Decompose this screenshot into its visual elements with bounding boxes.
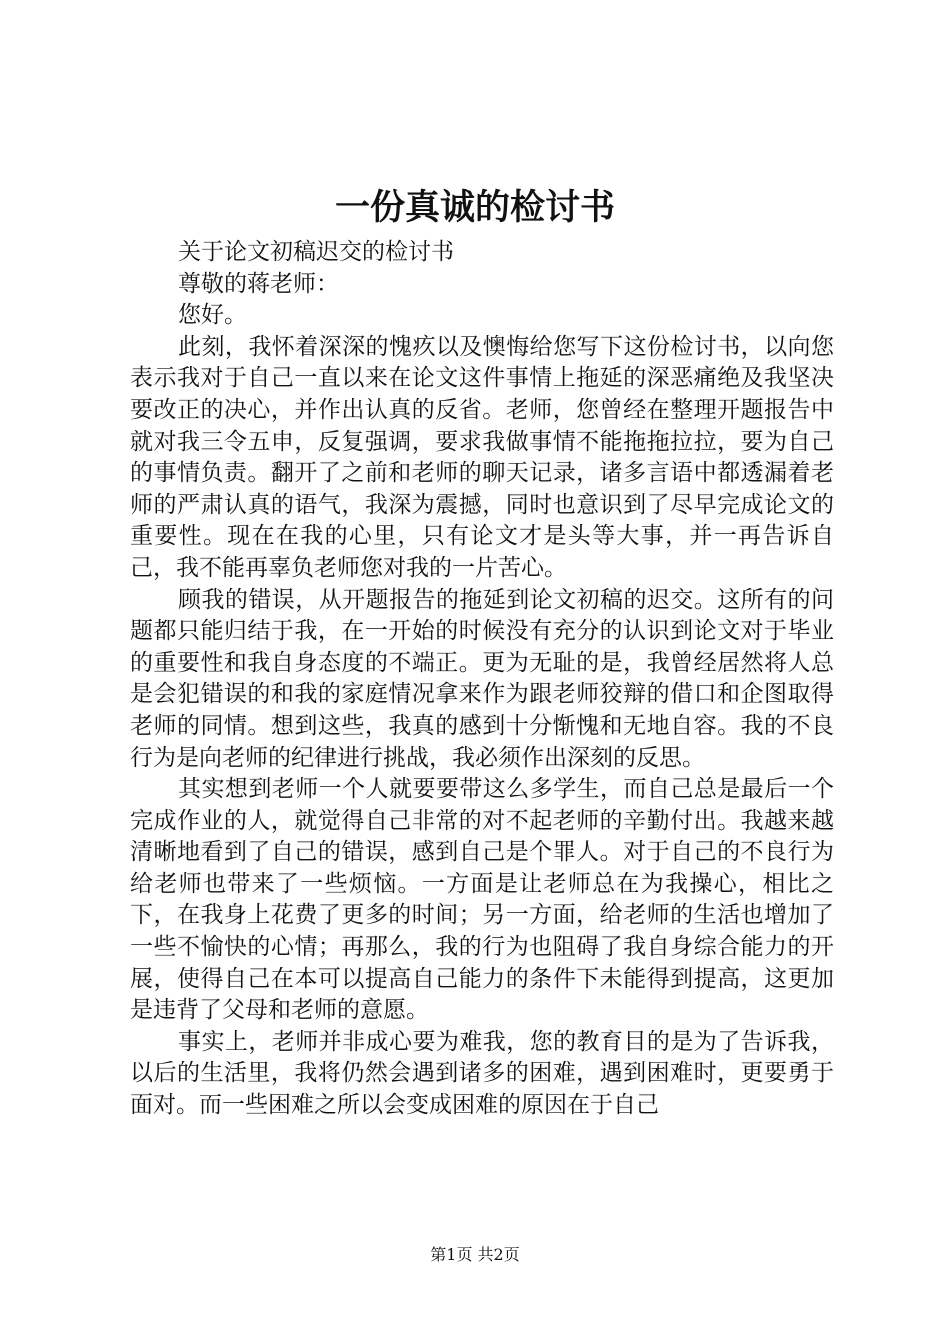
paragraph-salutation: 尊敬的蒋老师：: [178, 270, 339, 297]
paragraph: 顾我的错误，从开题报告的拖延到论文初稿的迟交。这所有的问题都只能归结于我，在一开始的时候没有充分的认识到论文对于毕业的重要性和我自身态度的不端正。更为无耻的是，我曾经居然将人总是会犯错误的和我的家庭情况拿来作为跟老师狡辩的借口和企图取得老师的同情。想到这些，我真的感到十分惭愧和无地自容。我的不良行为是向老师的纪律进行挑战，我必须作出深刻的反思。: [130, 586, 834, 771]
paragraph: 此刻，我怀着深深的愧疚以及懊悔给您写下这份检讨书，以向您表示我对于自己一直以来在论文这件事情上拖延的深恶痛绝及我坚决要改正的决心，并作出认真的反省。老师，您曾经在整理开题报告中就对我三令五申，反复强调，要求我做事情不能拖拖拉拉，要为自己的事情负责。翻开了之前和老师的聊天记录，诸多言语中都透漏着老师的严肃认真的语气，我深为震撼，同时也意识到了尽早完成论文的重要性。现在在我的心里，只有论文才是头等大事，并一再告诉自己，我不能再辜负老师您对我的一片苦心。: [130, 333, 834, 581]
page-number-footer: 第1页 共2页: [430, 1245, 520, 1264]
paragraph-subject: 关于论文初稿迟交的检讨书: [178, 239, 454, 265]
paragraph-greeting: 您好。: [178, 302, 247, 329]
paragraph: 事实上，老师并非成心要为难我，您的教育目的是为了告诉我，以后的生活里，我将仍然会遇到诸多的困难，遇到困难时，更要勇于面对。而一些困难之所以会变成困难的原因在于自己: [130, 1028, 834, 1119]
document-body: [130, 237, 834, 1122]
document-title: 一份真诚的检讨书: [334, 187, 615, 228]
paragraph: 其实想到老师一个人就要要带这么多学生，而自己总是最后一个完成作业的人，就觉得自己非常的对不起老师的辛勤付出。我越来越清晰地看到了自己的错误，感到自己是个罪人。对于自己的不良行为给老师也带来了一些烦恼。一方面是让老师总在为我操心，相比之下，在我身上花费了更多的时间；另一方面，给老师的生活也增加了一些不愉快的心情；再那么，我的行为也阻碍了我自身综合能力的开展，使得自己在本可以提高自己能力的条件下未能得到提高，这更加是违背了父母和老师的意愿。: [130, 776, 834, 1024]
